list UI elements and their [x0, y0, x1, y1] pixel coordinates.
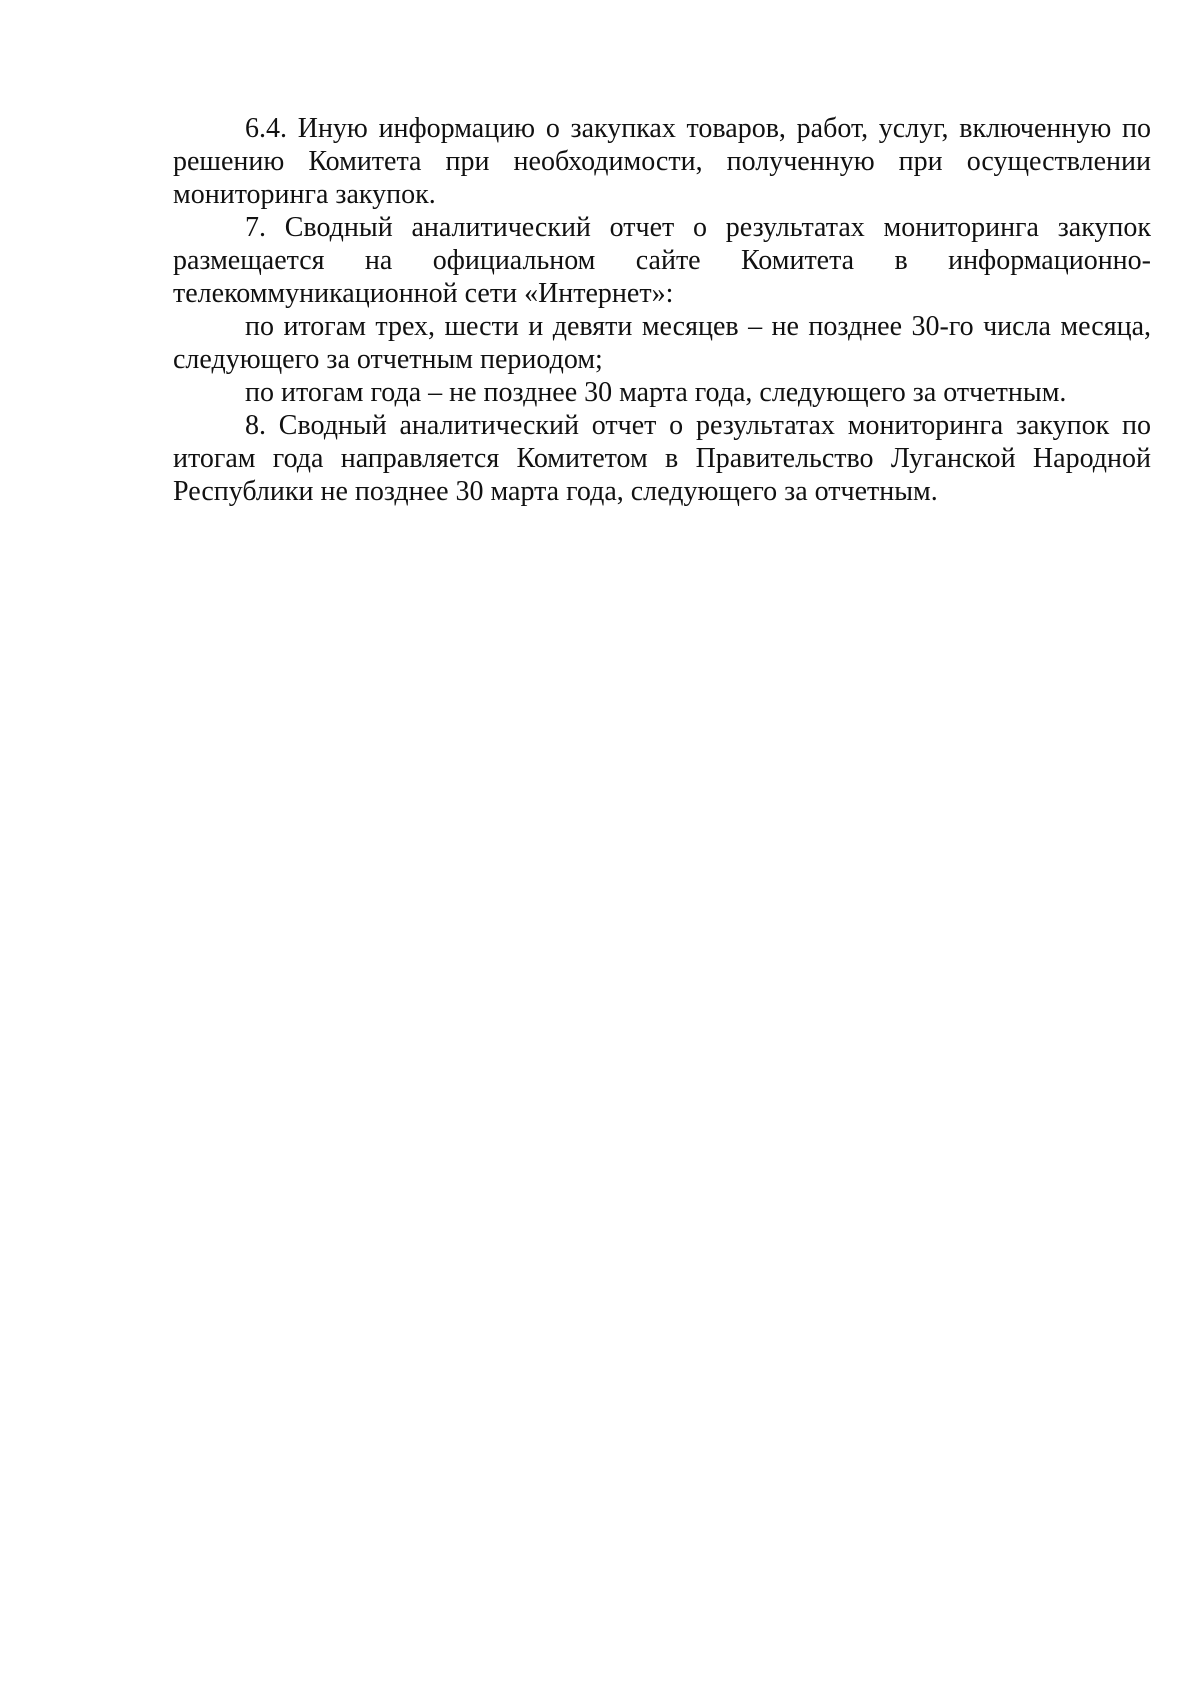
paragraph-7-quarterly: по итогам трех, шести и девяти месяцев – не позднее 30-го числа месяца, следующего за отчетным периодом;: [173, 311, 1151, 375]
paragraph-7: 7. Сводный аналитический отчет о результатах мониторинга закупок размещается на официальном сайте Комитета в информационно-телекоммуникационной сети «Интернет»:: [173, 212, 1151, 309]
document-body: [173, 112, 1151, 508]
paragraph-6-4: 6.4. Иную информацию о закупках товаров, работ, услуг, включенную по решению Комитета при необходимости, полученную при осуществлении мониторинга закупок.: [173, 113, 1151, 210]
paragraph-7-annual: по итогам года – не позднее 30 марта года, следующего за отчетным.: [245, 377, 1067, 408]
paragraph-8: 8. Сводный аналитический отчет о результатах мониторинга закупок по итогам года направляется Комитетом в Правительство Луганской Народной Республики не позднее 30 марта года, следующего за отчетным.: [173, 410, 1151, 507]
